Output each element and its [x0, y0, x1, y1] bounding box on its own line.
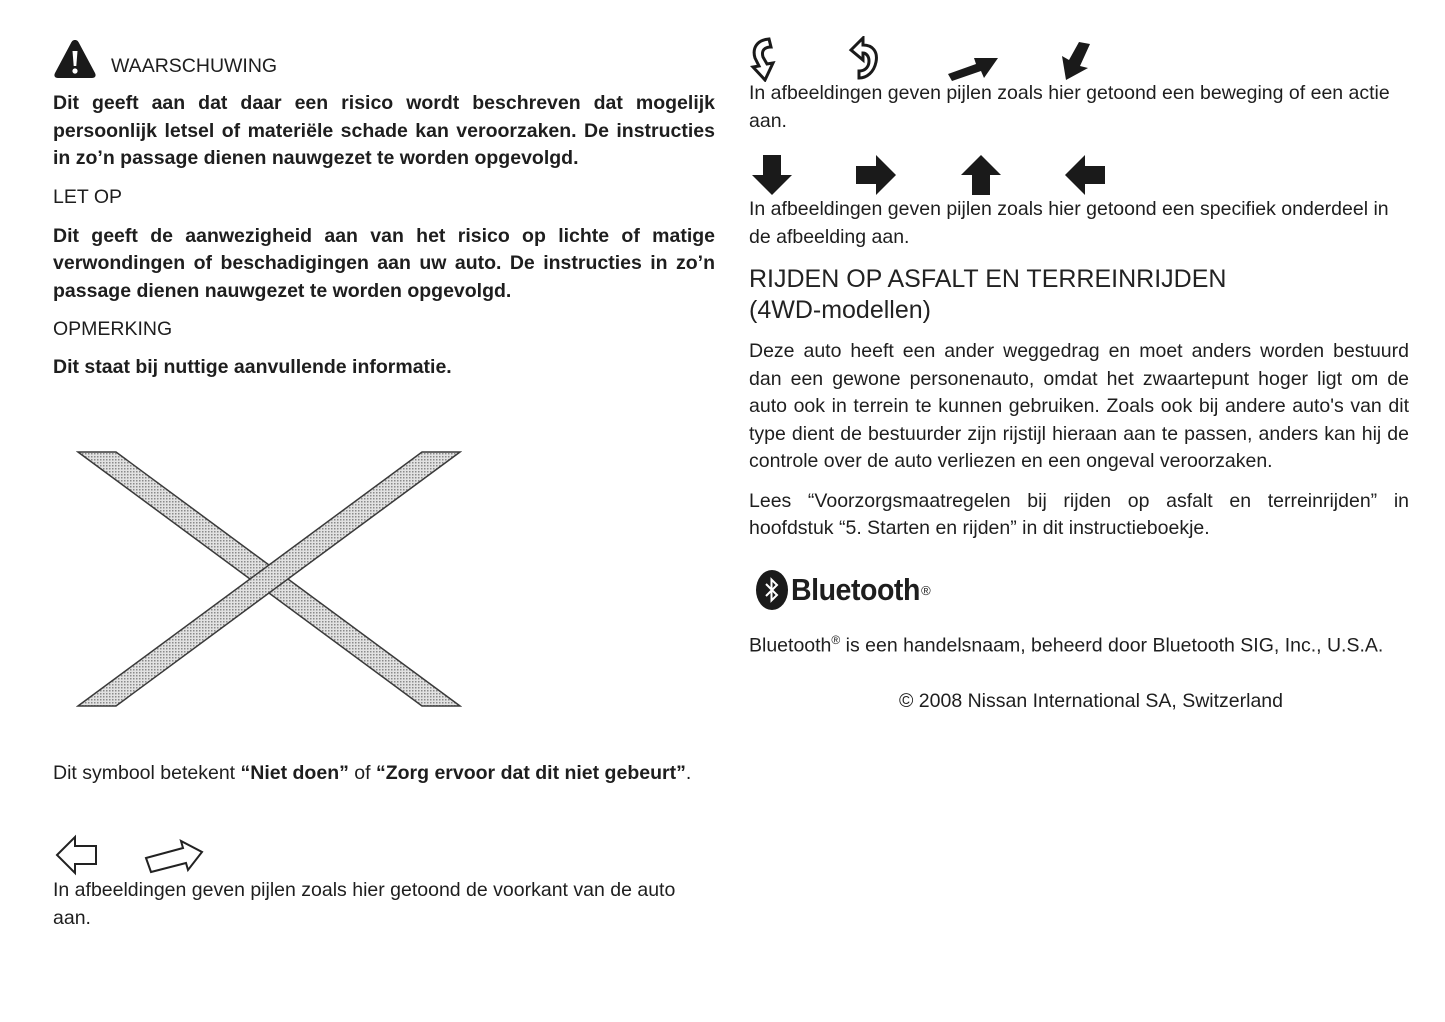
- caution-text: Dit geeft de aanwezigheid aan van het risico op lichte of matige verwondingen of beschadigingen aan uw auto. De instructies in zo’n passage dienen nauwgezet te worden opgevolgd.: [53, 224, 715, 302]
- part-arrows-text: In afbeeldingen geven pijlen zoals hier getoond een specifiek onderdeel in de afbeelding aan.: [749, 198, 1389, 248]
- curved-arrow-back-icon: [847, 36, 881, 82]
- warning-header: [53, 30, 715, 80]
- movement-arrows-text: In afbeeldingen geven pijlen zoals hier getoond een beweging of een actie aan.: [749, 82, 1390, 132]
- bluetooth-trademark-text: Bluetooth® is een handelsnaam, beheerd door Bluetooth SIG, Inc., U.S.A.: [749, 633, 1384, 657]
- bluetooth-logo-reg: ®: [921, 582, 931, 598]
- front-arrows-row: [55, 834, 205, 881]
- caution-label: LET OP: [53, 185, 123, 208]
- copyright-text: © 2008 Nissan International SA, Switzerland: [899, 690, 1283, 712]
- do-not-description: [53, 760, 715, 788]
- curved-arrow-down-icon: [749, 36, 783, 82]
- part-arrows-row: [750, 153, 1107, 202]
- bluetooth-rune-icon: [756, 570, 788, 610]
- solid-arrow-down-icon: [750, 153, 794, 197]
- solid-arrow-up-icon: [959, 153, 1003, 197]
- solid-arrow-left-icon: [1063, 153, 1107, 197]
- bluetooth-logo: [756, 570, 931, 610]
- diagonal-arrow-up-right-icon: [946, 52, 1000, 82]
- outline-arrow-left-icon: [55, 834, 99, 876]
- outline-arrow-diagonal-icon: [143, 838, 205, 876]
- warning-triangle-icon: [53, 38, 97, 80]
- note-label: OPMERKING: [53, 318, 173, 340]
- section-paragraph-1: Deze auto heeft een ander weggedrag en moet anders worden bestuurd dan een gewone personenauto, omdat het zwaartepunt hoger ligt om de auto ook in terrein te kunnen gebruiken. Zoals ook bij andere auto's van dit type dient de bestuurder zijn rijstijl hieraan aan te passen, anders kan hij de controle over de auto verliezen en een ongeval veroorzaken.: [749, 340, 1409, 472]
- section-rijden: [749, 264, 1409, 543]
- solid-arrow-right-icon: [854, 153, 898, 197]
- do-not-text: Dit symbool betekent “Niet doen” of “Zorg ervoor dat dit niet gebeurt”.: [53, 762, 692, 784]
- warning-text: Dit geeft aan dat daar een risico wordt beschreven dat mogelijk persoonlijk letsel of materiële schade kan veroorzaken. De instructies in zo’n passage dienen nauwgezet te worden opgevolgd.: [53, 92, 715, 169]
- do-not-cross-icon: [76, 450, 462, 708]
- section-title-line1: RIJDEN OP ASFALT EN TERREINRIJDEN: [749, 265, 1227, 293]
- section-paragraph-2: Lees “Voorzorgsmaatregelen bij rijden op asfalt en terreinrijden” in hoofdstuk “5. Starten en rijden” in dit instructieboekje.: [749, 489, 1409, 539]
- section-title-line2: (4WD-modellen): [749, 296, 931, 324]
- note-text: Dit staat bij nuttige aanvullende informatie.: [53, 356, 452, 378]
- bluetooth-wordmark: Bluetooth: [791, 572, 920, 607]
- diagonal-arrow-down-left-icon: [1060, 42, 1094, 82]
- front-arrows-text: In afbeeldingen geven pijlen zoals hier getoond de voorkant van de auto aan.: [53, 879, 676, 929]
- warning-label: WAARSCHUWING: [111, 55, 278, 77]
- left-column: [53, 30, 715, 382]
